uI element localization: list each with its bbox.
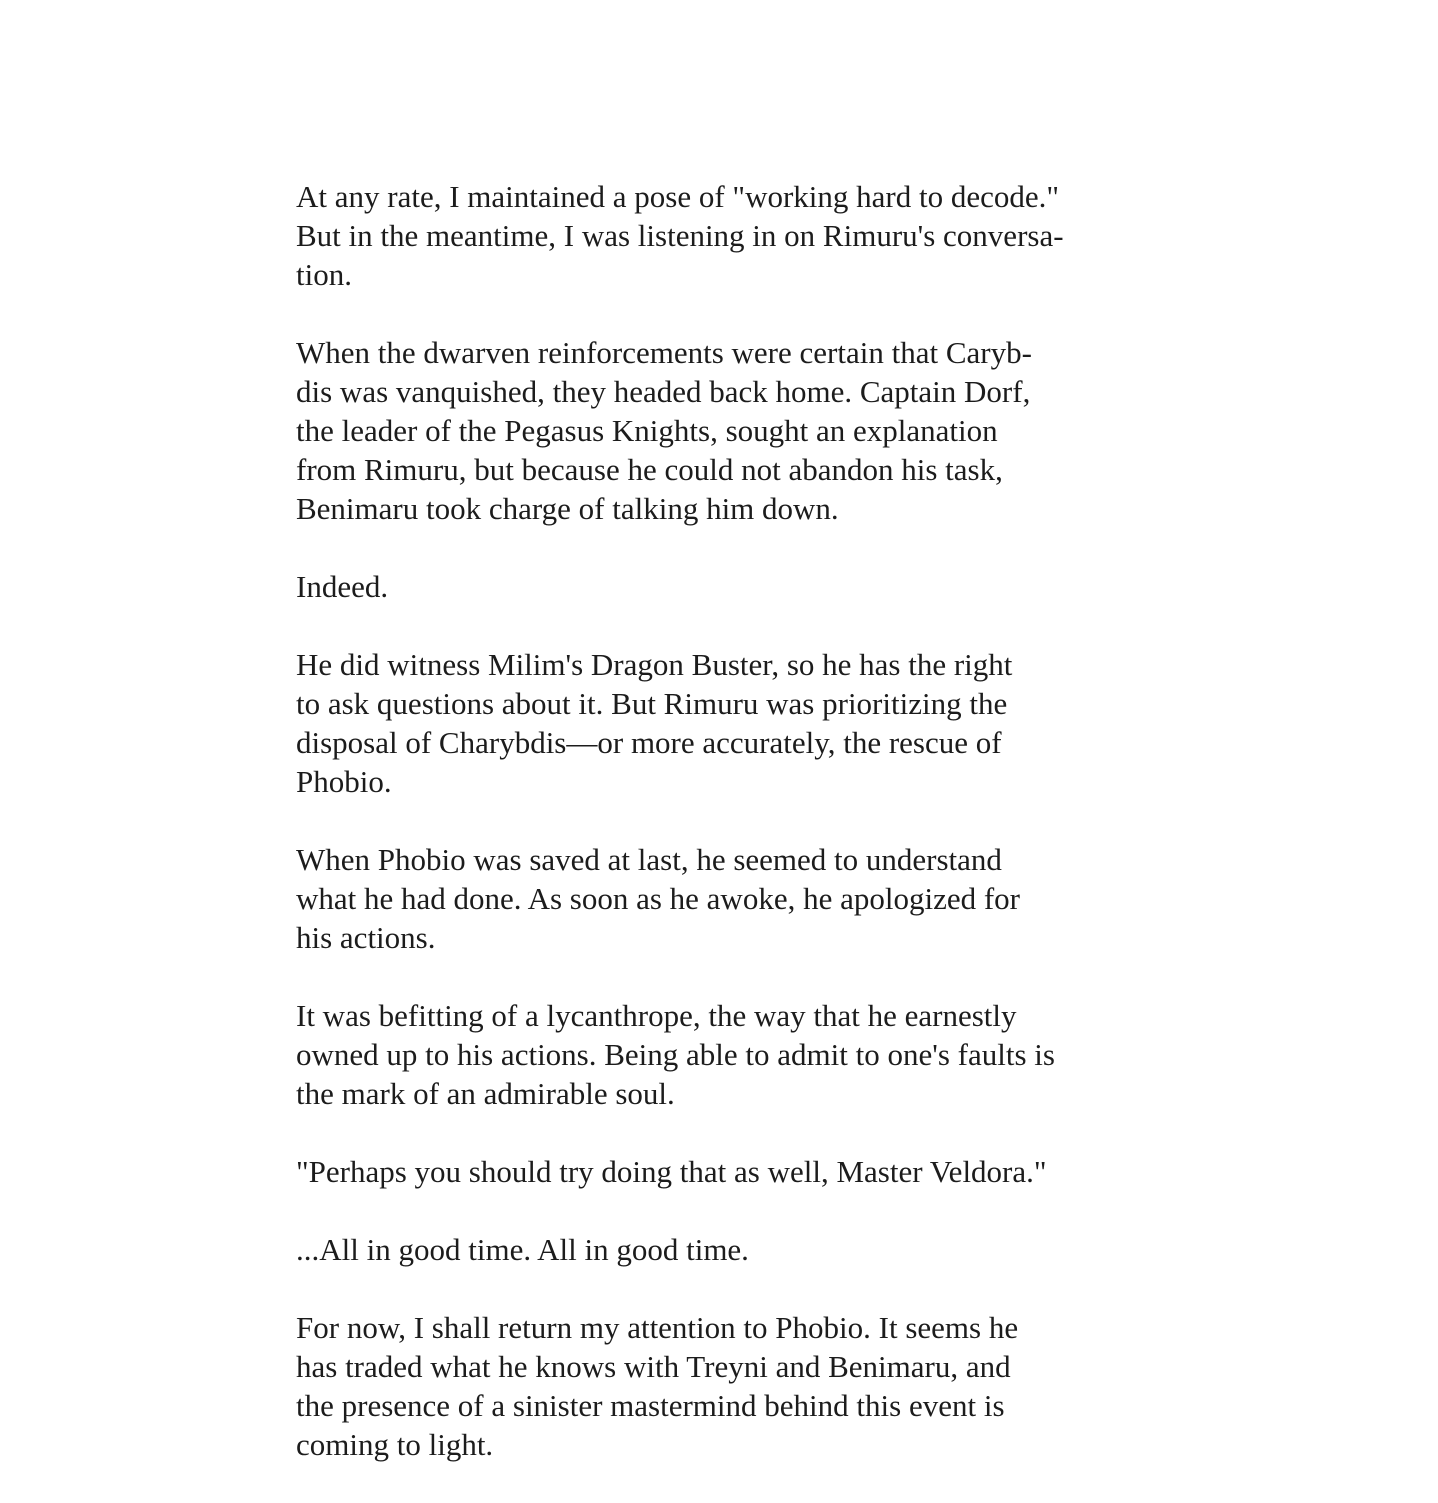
text-line: At any rate, I maintained a pose of "working hard to decode." <box>296 179 1060 214</box>
text-line: He did witness Milim's Dragon Buster, so he has the right <box>296 647 1013 682</box>
text-line: the presence of a sinister mastermind behind this event is <box>296 1388 1005 1423</box>
text-line: owned up to his actions. Being able to admit to one's faults is <box>296 1037 1055 1072</box>
text-line: When the dwarven reinforcements were certain that Caryb- <box>296 335 1032 370</box>
text-line: his actions. <box>296 920 436 955</box>
paragraph <box>296 333 1156 528</box>
text-line: the mark of an admirable soul. <box>296 1076 675 1111</box>
paragraph <box>296 996 1156 1113</box>
text-line: "Perhaps you should try doing that as well, Master Veldora." <box>296 1154 1047 1189</box>
paragraph <box>296 567 1156 606</box>
text-line: ...All in good time. All in good time. <box>296 1232 749 1267</box>
text-line: to ask questions about it. But Rimuru was prioritizing the <box>296 686 1008 721</box>
text-line: tion. <box>296 257 352 292</box>
text-line: For now, I shall return my attention to Phobio. It seems he <box>296 1310 1019 1345</box>
page-text <box>296 177 1156 1503</box>
paragraph <box>296 645 1156 801</box>
text-line: has traded what he knows with Treyni and Benimaru, and <box>296 1349 1011 1384</box>
paragraph <box>296 1308 1156 1464</box>
text-line: disposal of Charybdis—or more accurately, the rescue of <box>296 725 1002 760</box>
text-line: It was befitting of a lycanthrope, the way that he earnestly <box>296 998 1017 1033</box>
text-line: Phobio. <box>296 764 392 799</box>
text-line: the leader of the Pegasus Knights, sought an explanation <box>296 413 998 448</box>
text-line: Indeed. <box>296 569 389 604</box>
text-line: But in the meantime, I was listening in on Rimuru's conversa- <box>296 218 1064 253</box>
text-line: dis was vanquished, they headed back home. Captain Dorf, <box>296 374 1031 409</box>
paragraph <box>296 840 1156 957</box>
text-line: from Rimuru, but because he could not abandon his task, <box>296 452 1003 487</box>
text-line: what he had done. As soon as he awoke, he apologized for <box>296 881 1020 916</box>
text-line: When Phobio was saved at last, he seemed to understand <box>296 842 1002 877</box>
paragraph <box>296 1152 1156 1191</box>
paragraph <box>296 177 1156 294</box>
paragraph <box>296 1230 1156 1269</box>
text-line: Benimaru took charge of talking him down. <box>296 491 839 526</box>
text-line: coming to light. <box>296 1427 494 1462</box>
